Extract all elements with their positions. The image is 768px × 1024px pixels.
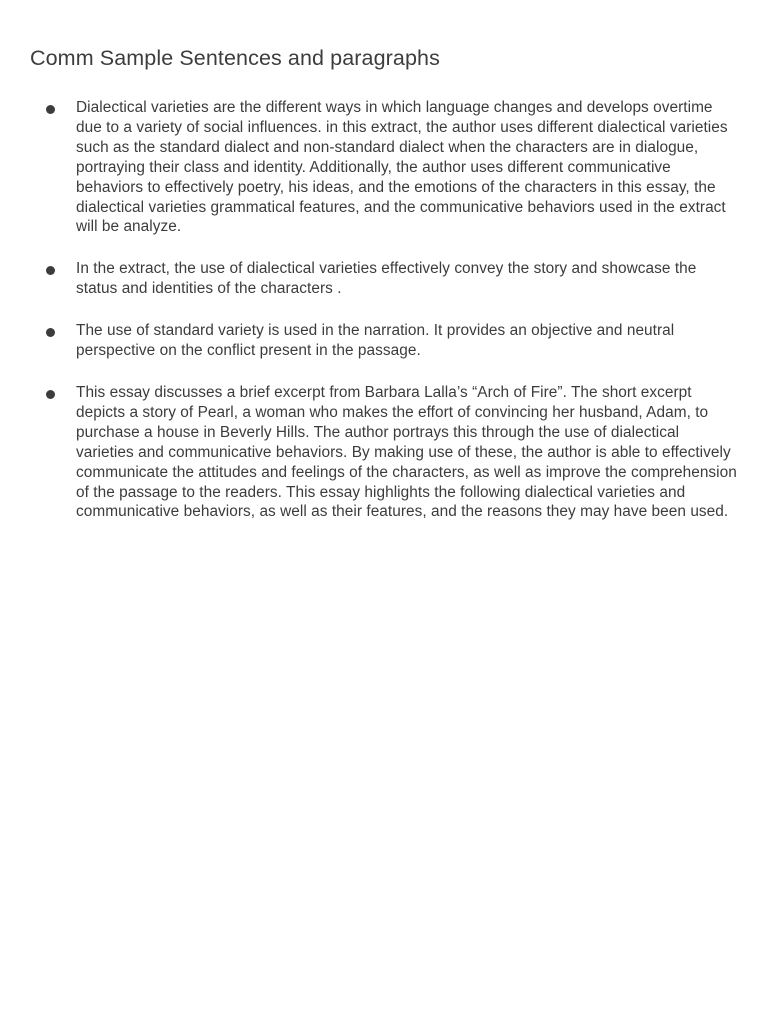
bullet-item-1 (0, 98, 768, 237)
bullet-text: This essay discusses a brief excerpt from Barbara Lalla’s “Arch of Fire”. The short excerpt depicts a story of Pearl, a woman who makes the effort of convincing her husband, Adam, to purchase a house in Beverly Hills. The author portrays this through the use of dialectical varieties and communicative behaviors. By making use of these, the author is able to effectively communicate the attitudes and feelings of the characters, as well as improve the comprehension of the passage to the readers. This essay highlights the following dialectical varieties and communicative behaviors, as well as their features, and the reasons they may have been used. (76, 383, 737, 521)
bullet-list (0, 98, 768, 544)
bullet-dot-icon (46, 390, 55, 399)
bullet-dot-icon (46, 328, 55, 337)
bullet-item-2 (0, 259, 768, 299)
document-title: Comm Sample Sentences and paragraphs (30, 46, 440, 70)
bullet-text: The use of standard variety is used in the narration. It provides an objective and neutral perspective on the conflict present in the passage. (76, 322, 675, 360)
bullet-dot-icon (46, 266, 55, 275)
bullet-text: In the extract, the use of dialectical varieties effectively convey the story and showcase the status and identities of the characters . (76, 260, 697, 298)
bullet-item-3 (0, 321, 768, 361)
bullet-text: Dialectical varieties are the different ways in which language changes and develops overtime due to a variety of social influences. in this extract, the author uses different dialectical varieties such as the standard dialect and non-standard dialect when the characters are in dialogue, portraying their class and identity. Additionally, the author uses different communicative behaviors to effectively poetry, his ideas, and the emotions of the characters in this essay, the dialectical varieties grammatical features, and the communicative behaviors used in the extract will be analyze. (76, 99, 728, 236)
bullet-item-4 (0, 383, 768, 522)
bullet-dot-icon (46, 105, 55, 114)
